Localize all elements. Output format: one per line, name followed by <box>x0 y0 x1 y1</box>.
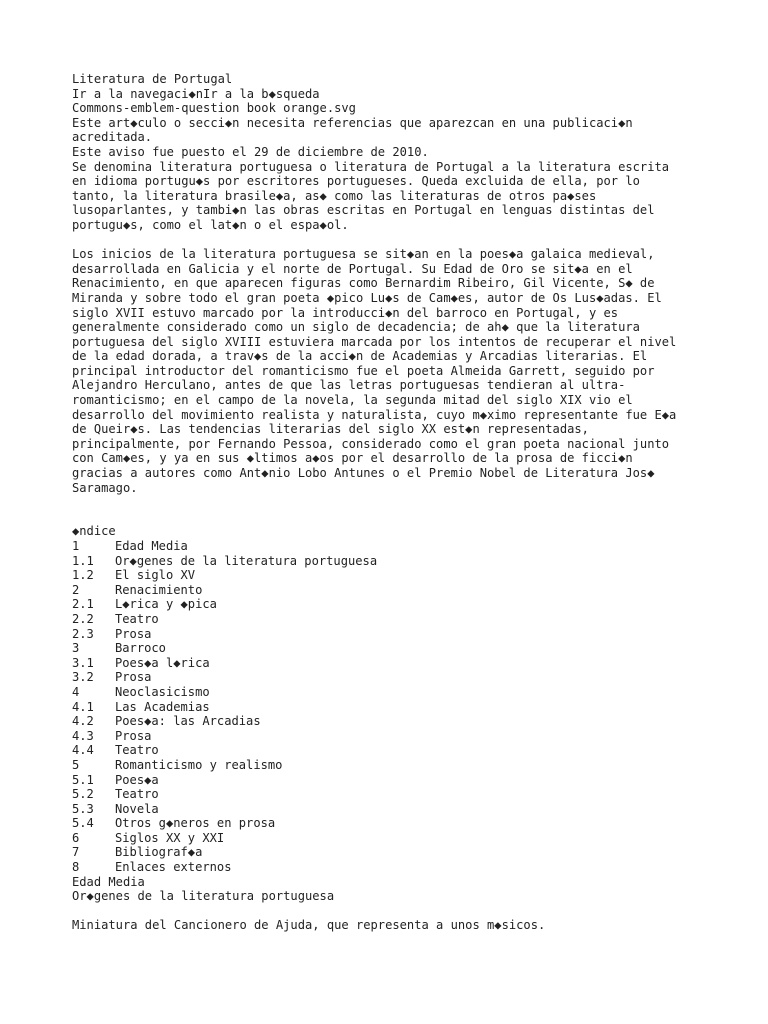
toc-item[interactable] <box>72 670 732 685</box>
toc-item-title[interactable]: Poes◆a: las Arcadias <box>115 714 261 729</box>
paragraph-line: principalmente, por Fernando Pessoa, considerado como el gran poeta nacional junto <box>72 436 670 451</box>
toc-item-number: 4.2 <box>72 714 94 729</box>
paragraph-line: lusoparlantes, y tambi◆n las obras escritas en Portugal en lenguas distintas del <box>72 203 655 218</box>
toc-item[interactable] <box>72 700 732 715</box>
toc-item[interactable] <box>72 612 732 627</box>
toc-item-number: 3.1 <box>72 655 94 670</box>
image-filename: Commons-emblem-question book orange.svg <box>72 101 356 116</box>
toc-item[interactable] <box>72 802 732 817</box>
paragraph-line: portugu◆s, como el lat◆n o el espa◆ol. <box>72 217 349 232</box>
toc-item[interactable] <box>72 641 732 656</box>
toc-item-number: 3.2 <box>72 670 94 685</box>
toc-item-number: 5.4 <box>72 816 94 831</box>
toc-item-title[interactable]: Novela <box>115 801 159 816</box>
paragraph-line: gracias a autores como Ant◆nio Lobo Antunes o el Premio Nobel de Literatura Jos◆ <box>72 466 655 481</box>
toc-item-title[interactable]: Teatro <box>115 787 159 802</box>
toc-item-number: 4 <box>72 684 80 699</box>
toc-item[interactable] <box>72 743 732 758</box>
toc-item-title[interactable]: Otros g◆neros en prosa <box>115 816 276 831</box>
toc-item[interactable] <box>72 554 732 569</box>
spacer <box>72 233 732 248</box>
paragraph-line: portuguesa del siglo XVIII estuviera marcada por los intentos de recuperar el nivel <box>72 334 677 349</box>
paragraph-line: de Queir◆s. Las tendencias literarias del siglo XX est◆n representadas, <box>72 422 589 437</box>
toc-item-title[interactable]: Or◆genes de la literatura portuguesa <box>115 553 378 568</box>
toc-item-title[interactable]: Poes◆a <box>115 772 159 787</box>
toc-item-number: 1 <box>72 539 80 553</box>
toc-item-title[interactable]: Renacimiento <box>115 582 203 597</box>
spacer <box>72 904 732 919</box>
paragraph-line: generalmente considerado como un siglo de decadencia; de ah◆ que la literatura <box>72 320 640 335</box>
toc-item-number: 2.1 <box>72 597 94 612</box>
toc-item[interactable] <box>72 568 732 583</box>
toc-item-title[interactable]: Las Academias <box>115 699 210 714</box>
toc-item[interactable] <box>72 831 732 846</box>
document-page <box>72 72 732 933</box>
toc-item[interactable] <box>72 656 732 671</box>
toc-item-number: 8 <box>72 860 80 875</box>
notice-line: acreditada. <box>72 130 153 145</box>
spacer <box>72 495 732 510</box>
paragraph-line: principal introductor del romanticismo fue el poeta Almeida Garrett, seguido por <box>72 363 655 378</box>
paragraph-line: siglo XVII estuvo marcado por la introducci◆n del barroco en Portugal, y es <box>72 305 619 320</box>
toc-item-title[interactable]: El siglo XV <box>115 568 196 583</box>
toc-item-number: 4.3 <box>72 728 94 743</box>
paragraph-line: Renacimiento, en que aparecen figuras como Bernardim Ribeiro, Gil Vicente, S◆ de <box>72 276 655 291</box>
paragraph-line: de la edad dorada, a trav◆s de la acci◆n de Academias y Arcadias literarias. El <box>72 349 648 364</box>
paragraph-line: Saramago. <box>72 480 138 495</box>
toc-item[interactable] <box>72 714 732 729</box>
table-of-contents <box>72 524 732 874</box>
spacer <box>72 510 732 525</box>
paragraph-line: desarrollo del movimiento realista y naturalista, cuyo m◆ximo representante fue E◆a <box>72 407 677 422</box>
toc-item-number: 2.3 <box>72 626 94 641</box>
toc-item-title[interactable]: Poes◆a l◆rica <box>115 655 210 670</box>
toc-item-number: 2 <box>72 582 80 597</box>
toc-item-title[interactable]: Prosa <box>115 670 152 685</box>
toc-item-title[interactable]: Romanticismo y realismo <box>115 757 283 772</box>
paragraph-line: desarrollada en Galicia y el norte de Portugal. Su Edad de Oro se sit◆a en el <box>72 261 633 276</box>
toc-heading: ◆ndice <box>72 524 116 539</box>
navigation-links[interactable]: Ir a la navegaci◆nIr a la b◆squeda <box>72 86 320 101</box>
notice-line: Este art◆culo o secci◆n necesita referencias que aparezcan en una publicaci◆n <box>72 115 633 130</box>
toc-item-title[interactable]: Teatro <box>115 743 159 758</box>
toc-item[interactable] <box>72 539 732 554</box>
toc-item[interactable] <box>72 685 732 700</box>
toc-item-title[interactable]: Barroco <box>115 641 166 656</box>
toc-item-number: 4.4 <box>72 743 94 758</box>
intro-paragraph <box>72 160 732 233</box>
toc-item-title[interactable]: Bibliograf◆a <box>115 845 203 860</box>
toc-list <box>72 539 732 875</box>
toc-item[interactable] <box>72 729 732 744</box>
toc-item-number: 6 <box>72 830 80 845</box>
toc-item-number: 2.2 <box>72 611 94 626</box>
paragraph-line: romanticismo; en el campo de la novela, la segunda mitad del siglo XIX vio el <box>72 393 633 408</box>
toc-item[interactable] <box>72 597 732 612</box>
paragraph-line: en idioma portugu◆s por escritores portugueses. Queda excluida de ella, por lo <box>72 174 640 189</box>
toc-item[interactable] <box>72 627 732 642</box>
toc-item-title[interactable]: Teatro <box>115 611 159 626</box>
image-caption: Miniatura del Cancionero de Ajuda, que representa a unos m◆sicos. <box>72 918 546 933</box>
toc-item[interactable] <box>72 583 732 598</box>
toc-item-number: 5 <box>72 757 80 772</box>
toc-item-number: 7 <box>72 845 80 860</box>
paragraph-line: con Cam◆es, y ya en sus ◆ltimos a◆os por el desarrollo de la prosa de ficci◆n <box>72 451 633 466</box>
toc-item-title[interactable]: Prosa <box>115 728 152 743</box>
toc-item[interactable] <box>72 773 732 788</box>
paragraph-line: Miranda y sobre todo el gran poeta ◆pico Lu◆s de Cam◆es, autor de Os Lus◆adas. El <box>72 290 662 305</box>
toc-item[interactable] <box>72 845 732 860</box>
toc-item-title[interactable]: Enlaces externos <box>115 860 232 875</box>
header-block <box>72 72 732 160</box>
toc-item-title[interactable]: Neoclasicismo <box>115 684 210 699</box>
toc-item-number: 3 <box>72 641 80 656</box>
paragraph-line: Se denomina literatura portuguesa o literatura de Portugal a la literatura escrita <box>72 159 670 174</box>
toc-item[interactable] <box>72 816 732 831</box>
toc-item-number: 5.1 <box>72 772 94 787</box>
paragraph-line: Los inicios de la literatura portuguesa se sit◆an en la poes◆a galaica medieval, <box>72 247 655 262</box>
toc-item-number: 5.3 <box>72 801 94 816</box>
toc-item-title[interactable]: Edad Media <box>115 539 188 553</box>
toc-item-number: 1.1 <box>72 553 94 568</box>
document-title: Literatura de Portugal <box>72 72 233 86</box>
toc-item[interactable] <box>72 758 732 773</box>
paragraph-line: Alejandro Herculano, antes de que las letras portuguesas tendieran al ultra- <box>72 378 626 393</box>
history-paragraph <box>72 247 732 495</box>
toc-item-title[interactable]: Prosa <box>115 626 152 641</box>
toc-item[interactable] <box>72 787 732 802</box>
paragraph-line: tanto, la literatura brasile◆a, as◆ como las literaturas de otros pa◆ses <box>72 188 597 203</box>
toc-item[interactable] <box>72 860 732 875</box>
section-subtitle: Or◆genes de la literatura portuguesa <box>72 889 335 904</box>
notice-date-line: Este aviso fue puesto el 29 de diciembre de 2010. <box>72 144 429 159</box>
toc-item-title[interactable]: L◆rica y ◆pica <box>115 597 217 612</box>
toc-item-number: 5.2 <box>72 787 94 802</box>
toc-item-title[interactable]: Siglos XX y XXI <box>115 830 225 845</box>
section-title: Edad Media <box>72 874 145 889</box>
toc-item-number: 1.2 <box>72 568 94 583</box>
toc-item-number: 4.1 <box>72 699 94 714</box>
